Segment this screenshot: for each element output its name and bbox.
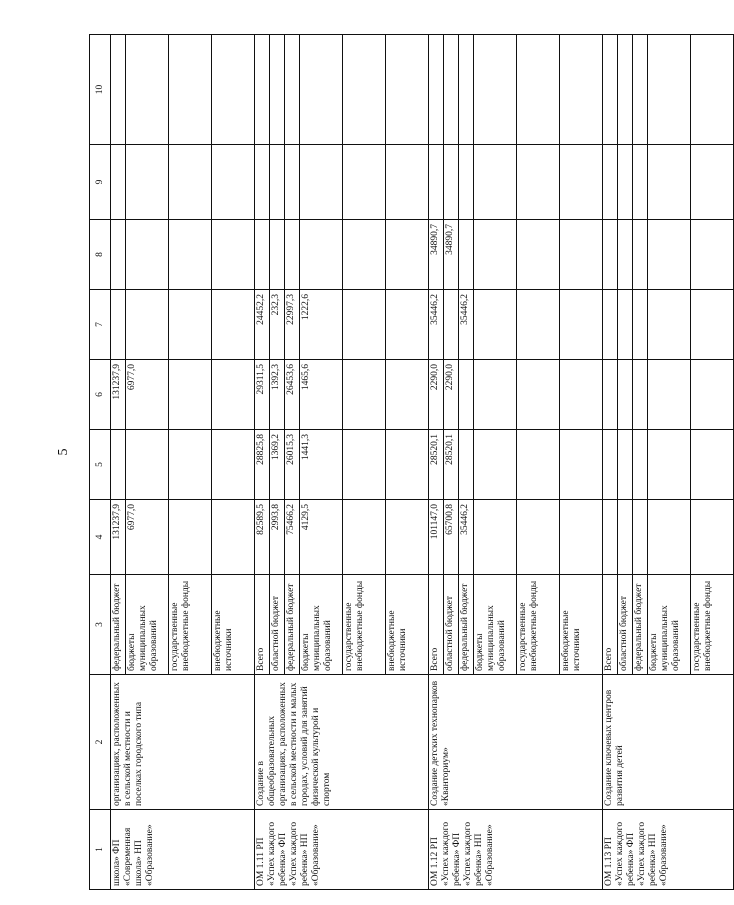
funding-source-cell: Всего <box>255 575 270 675</box>
amount-cell <box>270 220 285 290</box>
column-header: 7 <box>90 290 111 360</box>
amount-cell <box>560 220 603 290</box>
amount-cell <box>343 220 386 290</box>
amount-cell <box>560 360 603 430</box>
amount-cell <box>618 290 633 360</box>
measure-name-cell: Создание детских технопарков «Кванториум» <box>429 675 603 810</box>
funding-source-cell: бюджеты муниципальных образований <box>648 575 691 675</box>
amount-cell <box>474 360 517 430</box>
amount-cell: 1441,3 <box>300 430 343 500</box>
empty-cell <box>517 145 560 220</box>
table-row <box>429 35 444 890</box>
empty-cell <box>300 145 343 220</box>
amount-cell: 82589,5 <box>255 500 270 575</box>
table-row <box>255 35 270 890</box>
amount-cell: 2993,8 <box>270 500 285 575</box>
funding-source-cell: внебюджетные источники <box>560 575 603 675</box>
program-code-cell: ОМ 1.12 РП «Успех каждого ребенка» ФП «Успех каждого ребенка» НП «Образование» <box>429 810 603 890</box>
amount-cell: 1465,6 <box>300 360 343 430</box>
amount-cell <box>300 220 343 290</box>
amount-cell: 35446,2 <box>459 290 474 360</box>
amount-cell <box>603 220 618 290</box>
amount-cell: 35446,2 <box>459 500 474 575</box>
funding-source-cell: бюджеты муниципальных образований <box>126 575 169 675</box>
amount-cell <box>343 430 386 500</box>
empty-cell <box>633 145 648 220</box>
funding-source-cell: внебюджетные источники <box>386 575 429 675</box>
measure-name-cell: организациях, расположенных в сельской местности и поселках городского типа <box>111 675 255 810</box>
amount-cell: 6977,0 <box>126 500 169 575</box>
empty-cell <box>517 35 560 145</box>
empty-cell <box>474 145 517 220</box>
amount-cell <box>517 360 560 430</box>
funding-source-cell: бюджеты муниципальных образований <box>474 575 517 675</box>
amount-cell <box>560 430 603 500</box>
table-row <box>111 35 126 890</box>
funding-source-cell: федеральный бюджет <box>111 575 126 675</box>
amount-cell <box>111 290 126 360</box>
column-number-row <box>90 35 111 890</box>
amount-cell: 65700,8 <box>444 500 459 575</box>
amount-cell <box>517 430 560 500</box>
funding-source-cell: федеральный бюджет <box>459 575 474 675</box>
amount-cell: 232,3 <box>270 290 285 360</box>
amount-cell: 28825,8 <box>255 430 270 500</box>
funding-source-cell: федеральный бюджет <box>633 575 648 675</box>
column-header: 2 <box>90 675 111 810</box>
column-header: 8 <box>90 220 111 290</box>
empty-cell <box>560 35 603 145</box>
amount-cell <box>111 220 126 290</box>
amount-cell <box>633 220 648 290</box>
empty-cell <box>212 145 255 220</box>
empty-cell <box>386 35 429 145</box>
amount-cell <box>691 360 734 430</box>
amount-cell: 26453,6 <box>285 360 300 430</box>
amount-cell <box>618 220 633 290</box>
amount-cell <box>618 360 633 430</box>
funding-source-cell: внебюджетные источники <box>212 575 255 675</box>
funding-source-cell: Всего <box>603 575 618 675</box>
amount-cell <box>474 500 517 575</box>
amount-cell: 35446,2 <box>429 290 444 360</box>
column-header: 3 <box>90 575 111 675</box>
amount-cell <box>212 360 255 430</box>
amount-cell <box>459 430 474 500</box>
empty-cell <box>474 35 517 145</box>
empty-cell <box>459 145 474 220</box>
amount-cell <box>386 500 429 575</box>
amount-cell <box>474 220 517 290</box>
amount-cell <box>648 220 691 290</box>
amount-cell <box>474 290 517 360</box>
amount-cell <box>560 290 603 360</box>
empty-cell <box>648 35 691 145</box>
amount-cell <box>386 430 429 500</box>
amount-cell: 24452,2 <box>255 290 270 360</box>
table-body <box>90 35 734 890</box>
amount-cell <box>459 220 474 290</box>
amount-cell <box>618 430 633 500</box>
amount-cell <box>517 500 560 575</box>
funding-source-cell: государственные внебюджетные фонды <box>517 575 560 675</box>
funding-source-cell: Всего <box>429 575 444 675</box>
amount-cell <box>633 360 648 430</box>
empty-cell <box>429 145 444 220</box>
amount-cell <box>517 220 560 290</box>
amount-cell <box>691 220 734 290</box>
empty-cell <box>285 35 300 145</box>
amount-cell: 4129,5 <box>300 500 343 575</box>
funding-source-cell: областной бюджет <box>618 575 633 675</box>
column-header: 10 <box>90 35 111 145</box>
amount-cell <box>633 430 648 500</box>
amount-cell: 75466,2 <box>285 500 300 575</box>
column-header: 4 <box>90 500 111 575</box>
funding-source-cell: областной бюджет <box>270 575 285 675</box>
funding-source-cell: федеральный бюджет <box>285 575 300 675</box>
amount-cell <box>603 290 618 360</box>
amount-cell <box>169 500 212 575</box>
amount-cell: 34890,7 <box>444 220 459 290</box>
amount-cell: 131237,9 <box>111 360 126 430</box>
amount-cell <box>648 360 691 430</box>
amount-cell <box>459 360 474 430</box>
empty-cell <box>169 35 212 145</box>
table-row <box>603 35 618 890</box>
amount-cell: 29311,5 <box>255 360 270 430</box>
empty-cell <box>459 35 474 145</box>
column-header: 5 <box>90 430 111 500</box>
amount-cell: 6977,0 <box>126 360 169 430</box>
amount-cell: 26015,3 <box>285 430 300 500</box>
empty-cell <box>255 35 270 145</box>
amount-cell: 1392,3 <box>270 360 285 430</box>
amount-cell: 1369,2 <box>270 430 285 500</box>
amount-cell: 2290,0 <box>429 360 444 430</box>
measure-name-cell: Создание ключевых центров развития детей <box>603 675 734 810</box>
empty-cell <box>343 35 386 145</box>
column-header: 9 <box>90 145 111 220</box>
amount-cell <box>603 500 618 575</box>
empty-cell <box>126 35 169 145</box>
amount-cell <box>212 500 255 575</box>
amount-cell <box>343 290 386 360</box>
page-number: 5 <box>56 448 71 456</box>
amount-cell: 2290,0 <box>444 360 459 430</box>
empty-cell <box>126 145 169 220</box>
amount-cell <box>212 430 255 500</box>
measure-name-cell: Создание в общеобразовательных организациях, расположенных в сельской местности и малых городах, условий для занятий физической культурой и спортом <box>255 675 429 810</box>
funding-source-cell: бюджеты муниципальных образований <box>300 575 343 675</box>
column-header: 1 <box>90 810 111 890</box>
amount-cell <box>126 220 169 290</box>
amount-cell <box>648 430 691 500</box>
amount-cell <box>212 220 255 290</box>
amount-cell <box>474 430 517 500</box>
amount-cell <box>343 500 386 575</box>
column-header: 6 <box>90 360 111 430</box>
amount-cell: 1222,6 <box>300 290 343 360</box>
amount-cell <box>648 290 691 360</box>
empty-cell <box>429 35 444 145</box>
empty-cell <box>285 145 300 220</box>
amount-cell <box>169 360 212 430</box>
amount-cell <box>444 290 459 360</box>
amount-cell <box>169 290 212 360</box>
amount-cell: 28520,1 <box>444 430 459 500</box>
amount-cell <box>126 430 169 500</box>
amount-cell <box>691 500 734 575</box>
amount-cell <box>386 220 429 290</box>
empty-cell <box>270 145 285 220</box>
amount-cell <box>386 360 429 430</box>
amount-cell <box>111 430 126 500</box>
amount-cell <box>126 290 169 360</box>
amount-cell <box>691 430 734 500</box>
empty-cell <box>691 35 734 145</box>
amount-cell <box>618 500 633 575</box>
amount-cell <box>633 500 648 575</box>
empty-cell <box>444 35 459 145</box>
amount-cell <box>648 500 691 575</box>
amount-cell <box>169 430 212 500</box>
amount-cell: 22997,3 <box>285 290 300 360</box>
empty-cell <box>444 145 459 220</box>
empty-cell <box>386 145 429 220</box>
budget-table <box>89 34 734 890</box>
amount-cell: 101147,0 <box>429 500 444 575</box>
program-code-cell: школа» ФП «Современная школа» НП «Образование» <box>111 810 255 890</box>
amount-cell: 131237,9 <box>111 500 126 575</box>
amount-cell: 28520,1 <box>429 430 444 500</box>
amount-cell <box>169 220 212 290</box>
funding-source-cell: государственные внебюджетные фонды <box>169 575 212 675</box>
amount-cell <box>603 430 618 500</box>
amount-cell <box>691 290 734 360</box>
empty-cell <box>618 145 633 220</box>
empty-cell <box>560 145 603 220</box>
empty-cell <box>633 35 648 145</box>
empty-cell <box>618 35 633 145</box>
amount-cell <box>603 360 618 430</box>
amount-cell: 34890,7 <box>429 220 444 290</box>
empty-cell <box>270 35 285 145</box>
empty-cell <box>343 145 386 220</box>
amount-cell <box>285 220 300 290</box>
empty-cell <box>255 145 270 220</box>
amount-cell <box>386 290 429 360</box>
amount-cell <box>343 360 386 430</box>
empty-cell <box>603 35 618 145</box>
empty-cell <box>111 35 126 145</box>
empty-cell <box>169 145 212 220</box>
empty-cell <box>300 35 343 145</box>
amount-cell <box>560 500 603 575</box>
empty-cell <box>111 145 126 220</box>
empty-cell <box>691 145 734 220</box>
program-code-cell: ОМ 1.13 РП «Успех каждого ребенка» ФП «Успех каждого ребенка» НП «Образование» <box>603 810 734 890</box>
amount-cell <box>212 290 255 360</box>
program-code-cell: ОМ 1.11 РП «Успех каждого ребенка» ФП «Успех каждого ребенка» НП «Образование» <box>255 810 429 890</box>
rotated-page-content <box>89 35 713 890</box>
amount-cell <box>517 290 560 360</box>
empty-cell <box>648 145 691 220</box>
amount-cell <box>633 290 648 360</box>
amount-cell <box>255 220 270 290</box>
funding-source-cell: государственные внебюджетные фонды <box>343 575 386 675</box>
empty-cell <box>212 35 255 145</box>
funding-source-cell: государственные внебюджетные фонды <box>691 575 734 675</box>
empty-cell <box>603 145 618 220</box>
funding-source-cell: областной бюджет <box>444 575 459 675</box>
